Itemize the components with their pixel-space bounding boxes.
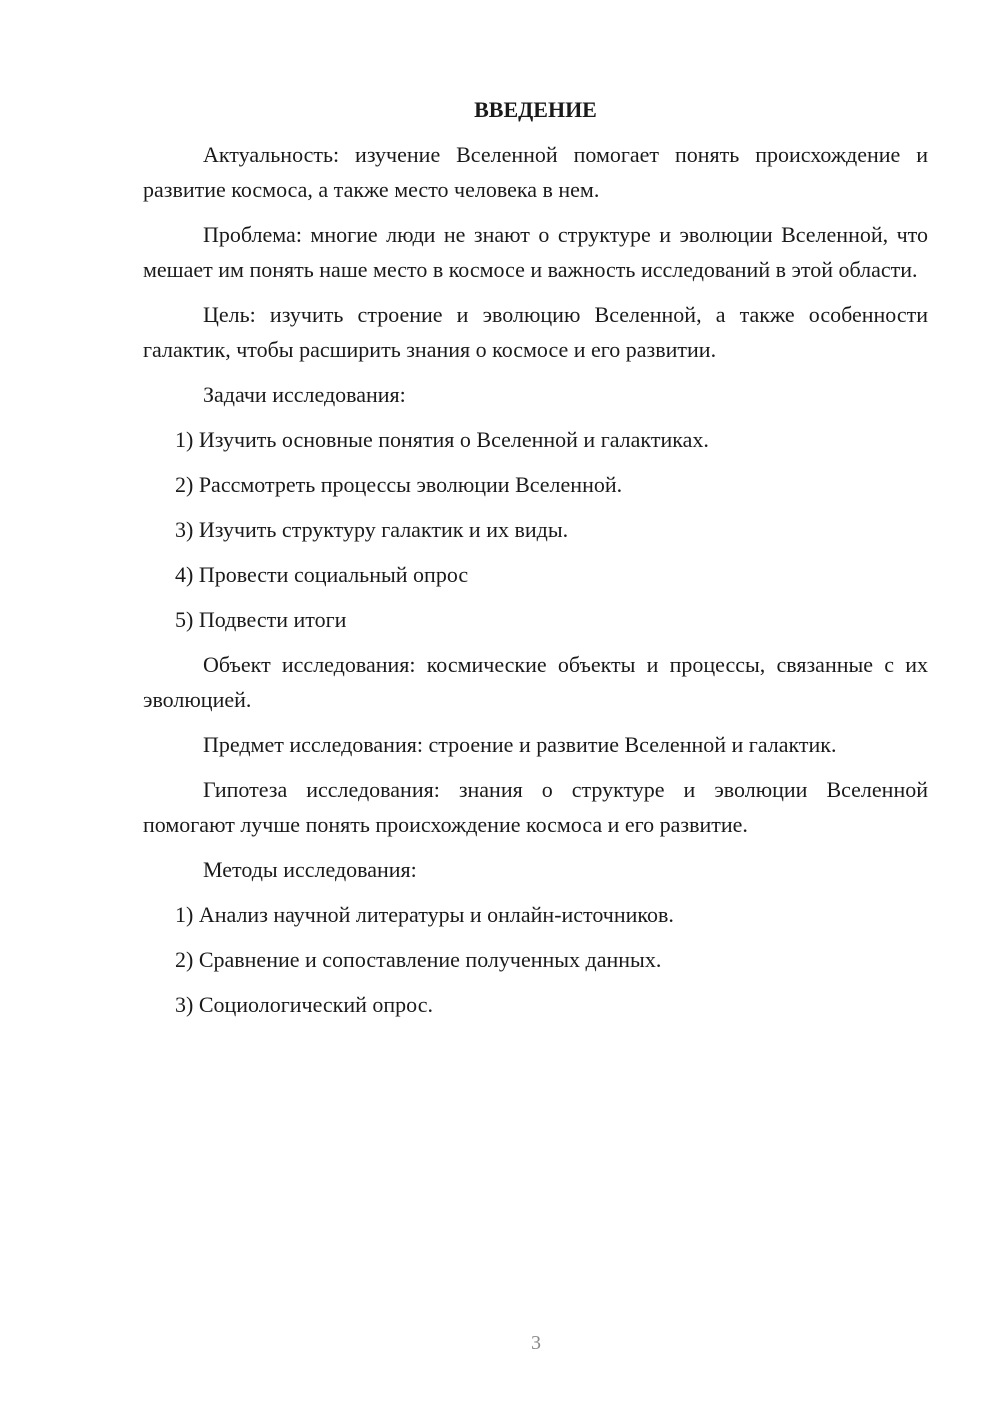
page-title: ВВЕДЕНИЕ <box>474 97 597 122</box>
problem-paragraph: Проблема: многие люди не знают о структуре и эволюции Вселенной, что мешает им понять наше место в космосе и важность исследований в этой области. <box>143 222 928 282</box>
task-item: 1) Изучить основные понятия о Вселенной и галактиках. <box>175 427 709 452</box>
task-item: 3) Изучить структуру галактик и их виды. <box>175 517 569 542</box>
page-number: 3 <box>531 1332 541 1354</box>
document-body <box>143 92 928 1032</box>
task-item: 5) Подвести итоги <box>175 607 347 632</box>
tasks-heading: Задачи исследования: <box>203 382 406 407</box>
method-item: 1) Анализ научной литературы и онлайн-источников. <box>175 902 674 927</box>
goal-paragraph: Цель: изучить строение и эволюцию Вселенной, а также особенности галактик, чтобы расширить знания о космосе и его развитии. <box>143 302 928 362</box>
methods-heading: Методы исследования: <box>203 857 417 882</box>
task-item: 4) Провести социальный опрос <box>175 562 469 587</box>
method-item: 2) Сравнение и сопоставление полученных данных. <box>175 947 662 972</box>
subject-paragraph: Предмет исследования: строение и развитие Вселенной и галактик. <box>203 732 837 757</box>
hypothesis-paragraph: Гипотеза исследования: знания о структуре и эволюции Вселенной помогают лучше понять происхождение космоса и его развитие. <box>143 777 928 837</box>
relevance-paragraph: Актуальность: изучение Вселенной помогает понять происхождение и развитие космоса, а также место человека в нем. <box>143 142 928 202</box>
object-paragraph: Объект исследования: космические объекты и процессы, связанные с их эволюцией. <box>143 652 928 712</box>
method-item: 3) Социологический опрос. <box>175 992 433 1017</box>
task-item: 2) Рассмотреть процессы эволюции Вселенной. <box>175 472 623 497</box>
